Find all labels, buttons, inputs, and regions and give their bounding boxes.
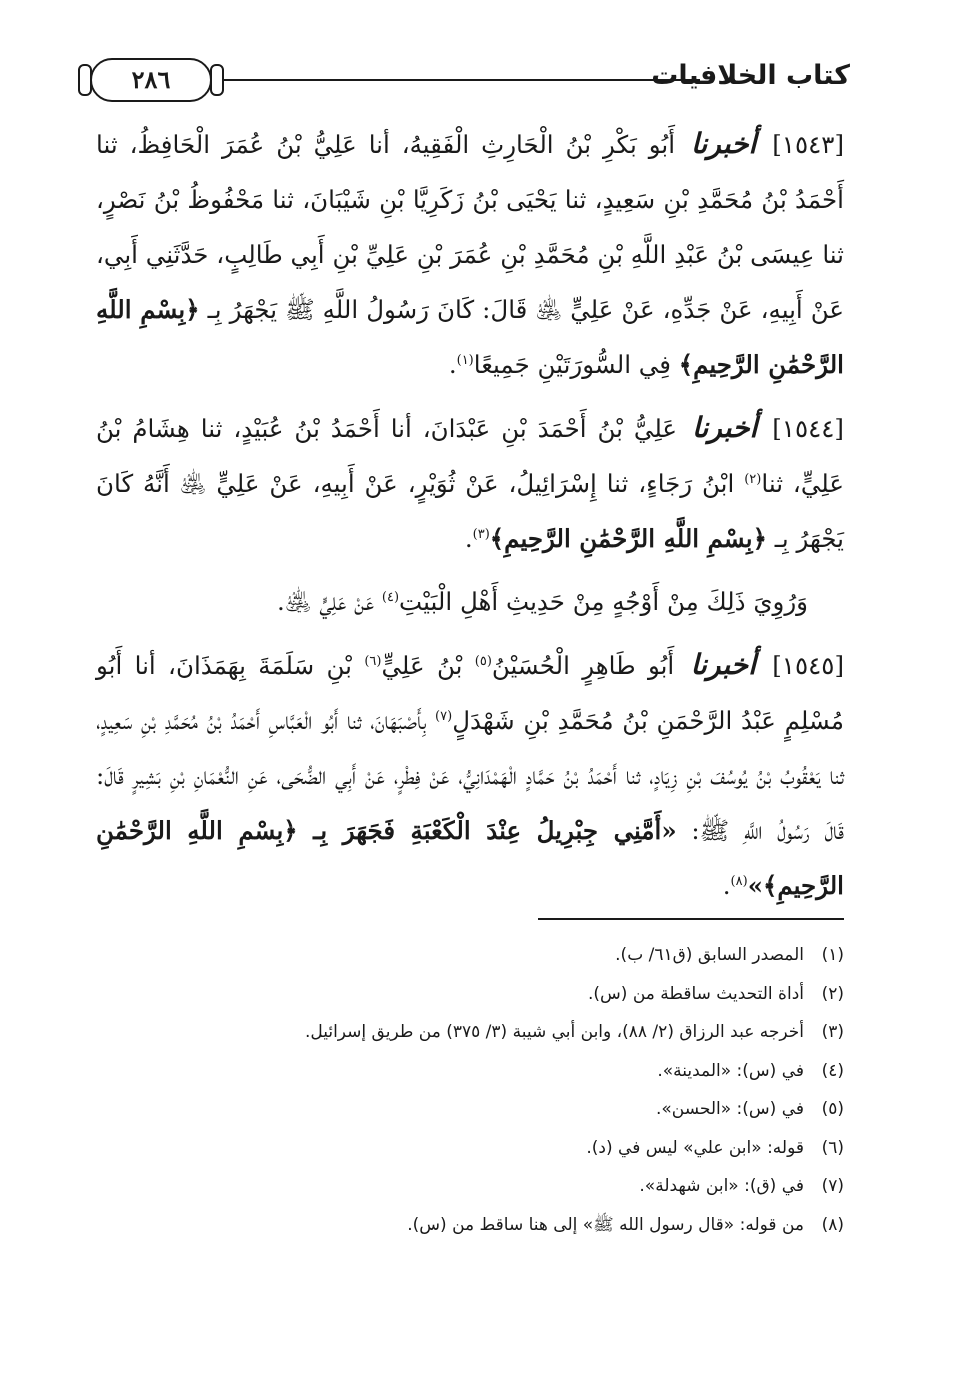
footnote-ref[interactable]: (٣) bbox=[472, 526, 490, 542]
footnote-ref[interactable]: (٢) bbox=[744, 471, 762, 487]
basmala-quote: ﴿بِسْمِ اللَّهِ الرَّحْمَٰنِ الرَّحِيمِ﴾ bbox=[96, 816, 844, 900]
footnote-number: (١) bbox=[821, 945, 844, 965]
basmala-quote: ﴿بِسْمِ اللَّهِ الرَّحْمَٰنِ الرَّحِيمِ﴾ bbox=[489, 524, 767, 553]
footnote-item bbox=[124, 936, 844, 975]
footnote-item bbox=[124, 1129, 844, 1168]
basmala-quote: ﴿بِسْمِ اللَّهِ الرَّحْمَٰنِ الرَّحِيمِ﴾ bbox=[96, 295, 844, 379]
text-run: وَرُوِيَ ذَلِكَ مِنْ أَوْجُهٍ مِنْ حَدِيثِ أَهْلِ الْبَيْتِ bbox=[399, 587, 808, 616]
footnote-ref[interactable]: (٤) bbox=[381, 589, 400, 605]
text-run: [١٥٤٣] bbox=[760, 130, 844, 159]
page-header bbox=[90, 58, 850, 104]
hadith-entry bbox=[96, 637, 844, 913]
footnote-text: أخرجه عبد الرزاق (٢/ ٨٨)، وابن أبي شيبة (٣/ ٣٧٥) من طريق إسرائيل. bbox=[304, 1022, 804, 1042]
footnote-ref[interactable]: (٧) bbox=[435, 708, 453, 724]
text-run: فِي السُّورَتَيْنِ جَمِيعًا bbox=[473, 350, 679, 379]
footnote-item bbox=[124, 1206, 844, 1245]
footnote-number: (٨) bbox=[821, 1214, 844, 1235]
footnote-text: في (س): «المدينة». bbox=[657, 1060, 804, 1081]
footnote-ref[interactable]: (٦) bbox=[364, 653, 382, 669]
footnote-ref[interactable]: (٥) bbox=[474, 653, 492, 669]
text-run: عَلِيُّ بْنُ أَحْمَدَ بْنِ عَبْدَانَ، أنا أَحْمَدُ بْنُ عُبَيْدٍ، ثنا هِشَامُ بْنُ عَلِيٍّ، ثنا bbox=[96, 414, 844, 498]
footnote-item bbox=[124, 1167, 844, 1206]
footnote-separator bbox=[538, 918, 844, 920]
hadith-entry bbox=[96, 400, 844, 566]
text-run: [١٥٤٤] bbox=[761, 414, 844, 443]
header-rule bbox=[218, 79, 700, 81]
footnote-number: (٦) bbox=[821, 1137, 844, 1158]
text-run: . bbox=[448, 350, 457, 379]
footnote-text: في (ق): «ابن شهدلة». bbox=[639, 1176, 804, 1196]
text-run: ابْنُ رَجَاءٍ، ثنا إِسْرَائِيلُ، عَنْ ثُوَيْرٍ، عَنْ أَبِيهِ، عَنْ عَلِيٍّ ﵁ أَنَّهُ كَانَ يَجْهَرُ بِـ bbox=[96, 469, 844, 553]
footnote-text: من قوله: «قال رسول الله ﷺ» إلى هنا ساقط من (س). bbox=[407, 1214, 804, 1235]
footnote-item bbox=[124, 1052, 844, 1091]
text-run: . bbox=[722, 871, 731, 900]
text-run: أَبُو طَاهِرٍ الْحُسَيْنُ bbox=[491, 651, 687, 680]
text-run: بْنِ سَلَمَةَ بِهَمَذَانَ، أنا أَبُو مُسْلِمٍ عَبْدُ الرَّحْمَنِ بْنُ مُحَمَّدِ بْنِ شَهْدَلٍ bbox=[96, 651, 844, 735]
footnote-text: في (س): «الحسن». bbox=[655, 1099, 804, 1119]
text-run: . bbox=[464, 524, 473, 553]
narration-keyword: أخبرنا bbox=[691, 411, 758, 444]
footnote-item bbox=[124, 975, 844, 1014]
footnote-item bbox=[124, 1090, 844, 1129]
page-number: ٢٨٦ bbox=[90, 58, 212, 102]
main-text bbox=[96, 116, 844, 921]
footnote-text: أداة التحديث ساقطة من (س). bbox=[588, 983, 804, 1004]
hadith-quote: » bbox=[747, 871, 763, 900]
text-run: أَبُو بَكْرِ بْنُ الْحَارِثِ الْفَقِيهُ، أنا عَلِيُّ بْنُ عُمَرَ الْحَافِظُ، ثنا أَحْمَدُ بْنُ مُحَمَّدِ بْنِ سَعِيدٍ، ثنا يَحْيَى بْنُ زَكَرِيَّا بْنِ شَيْبَانَ، ثنا مَحْفُوظُ بْنُ نَصْرٍ، ثنا عِيسَى بْنُ عَبْدِ اللَّهِ بْنِ مُحَمَّدِ بْنِ عُمَرَ بْنِ عَلِيِّ بْنِ أَبِي طَالِبٍ، حَدَّثَنِي أَبِي، عَنْ أَبِيهِ، عَنْ جَدِّهِ، عَنْ عَلِيٍّ ﵁ قَالَ: كَانَ رَسُولُ اللَّهِ ﷺ يَجْهَرُ بِـ bbox=[96, 130, 844, 324]
footnote-number: (٤) bbox=[821, 1060, 844, 1081]
footnote-ref[interactable]: (١) bbox=[456, 352, 474, 368]
footnote-ref[interactable]: (٨) bbox=[730, 873, 748, 889]
footnote-text: المصدر السابق (ق٦١/ ب). bbox=[615, 945, 804, 965]
text-run: [١٥٤٥] bbox=[759, 651, 844, 680]
footnote-number: (٥) bbox=[821, 1099, 844, 1119]
narration-keyword: أخبرنا bbox=[690, 648, 756, 681]
text-run: عَنْ عَلِيٍّ ﵁. bbox=[276, 587, 382, 616]
narration-keyword: أخبرنا bbox=[690, 127, 757, 160]
text-run: بْنُ عَلِيٍّ bbox=[381, 651, 475, 680]
footnote-item bbox=[124, 1013, 844, 1052]
footnote-number: (٣) bbox=[821, 1022, 844, 1042]
footnotes bbox=[124, 936, 844, 1244]
footnote-text: قوله: «ابن علي» ليس في (د). bbox=[586, 1137, 804, 1158]
footnote-number: (٧) bbox=[821, 1176, 844, 1196]
footnote-number: (٢) bbox=[821, 983, 844, 1004]
book-title: كتاب الخلافيات bbox=[651, 60, 850, 91]
narration-note bbox=[96, 574, 844, 629]
hadith-quote: «أَمَّنِي جِبْرِيلُ عِنْدَ الْكَعْبَةِ فَجَهَرَ بِـ bbox=[297, 816, 677, 845]
text-run: بِأَصْبَهَانَ، ثنا أَبُو الْعَبَّاسِ أَحْمَدُ بْنُ مُحَمَّدِ بْنِ سَعِيدٍ، ثنا يَعْقُوبُ بْنُ يُوسُفَ بْنِ زِيَادٍ، ثنا أَحْمَدُ بْنُ حَمَّادٍ الْهَمْدَانِيُّ، عَنْ فِطْرٍ، عَنْ أَبِي الضُّحَى، عَنِ النُّعْمَانِ بْنِ بَشِيرٍ قَالَ: قَالَ رَسُولُ اللَّهِ ﷺ: bbox=[96, 706, 844, 845]
hadith-entry bbox=[96, 116, 844, 392]
